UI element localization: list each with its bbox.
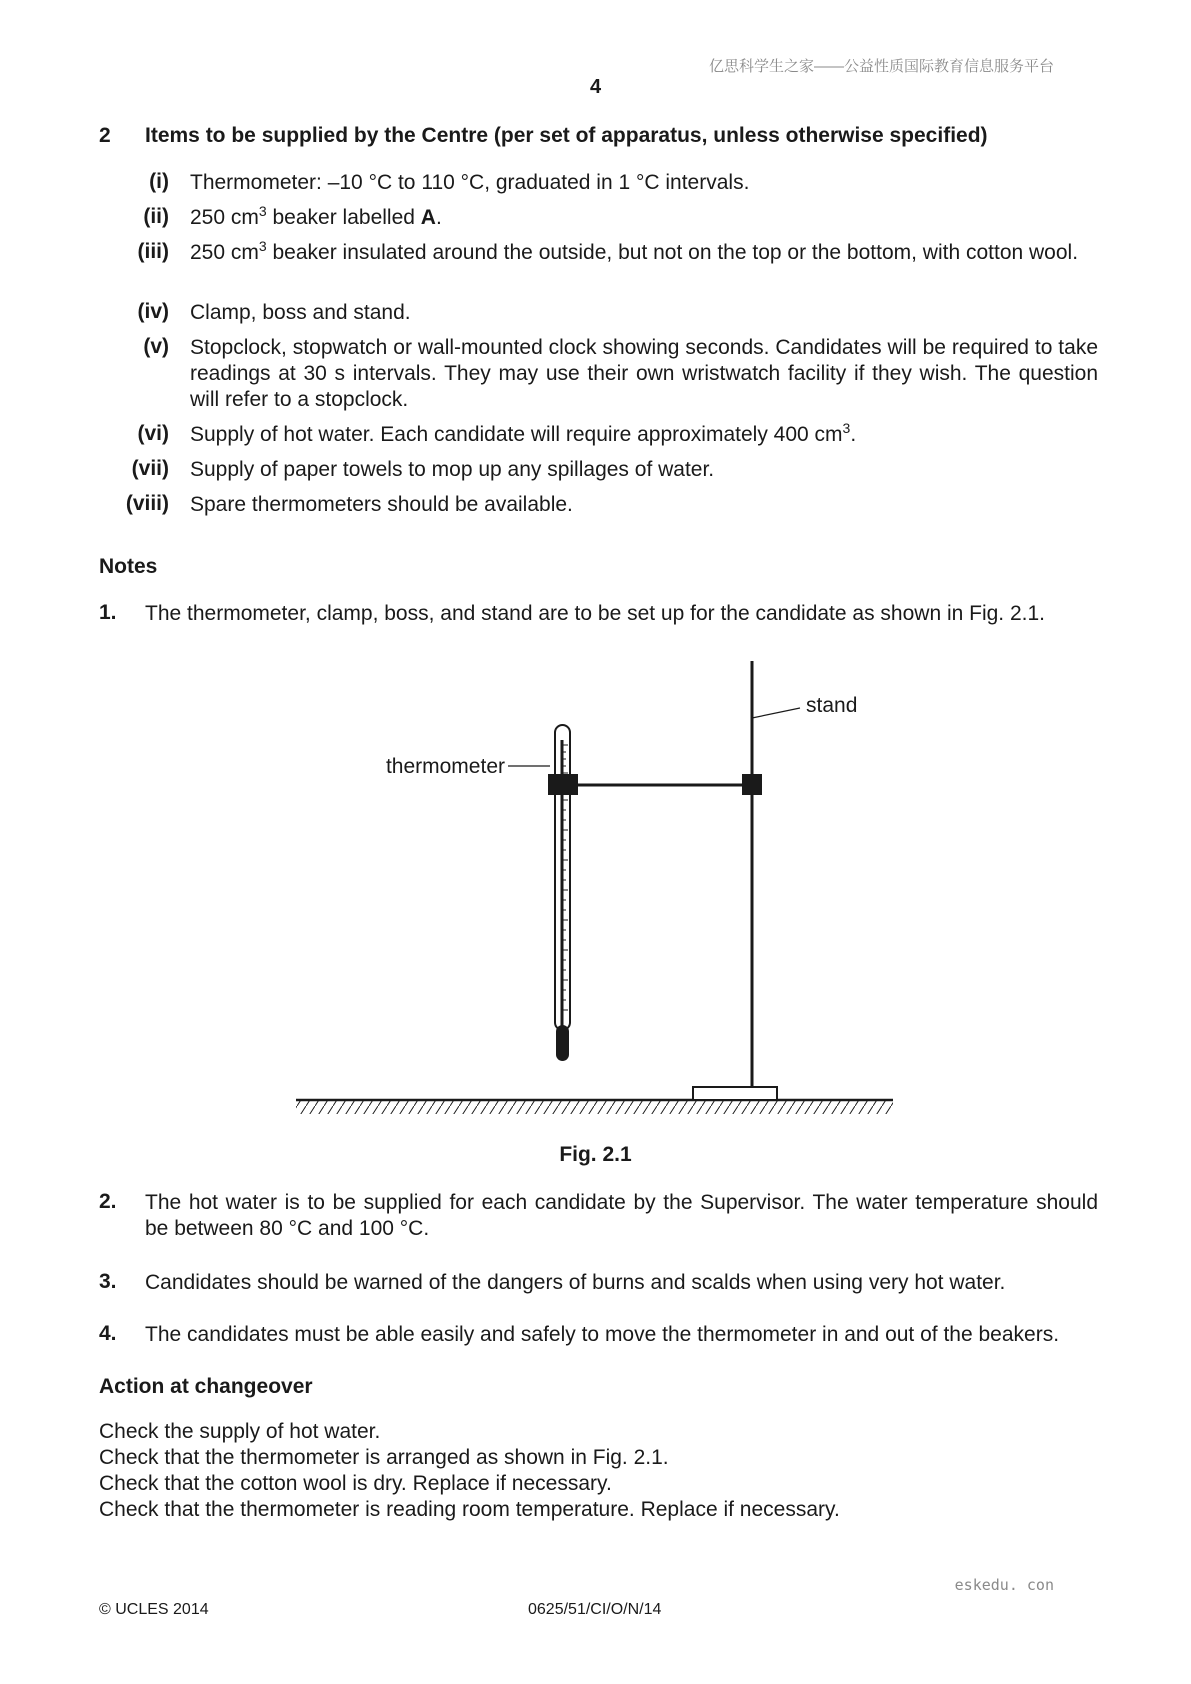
note-number: 2.	[99, 1190, 117, 1213]
thermometer-bulb	[556, 1025, 569, 1061]
item-text: Thermometer: –10 °C to 110 °C, graduated in 1 °C intervals.	[190, 171, 750, 194]
header-watermark: 亿思科学生之家——公益性质国际教育信息服务平台	[708, 58, 1054, 75]
note-number: 1.	[99, 601, 117, 624]
label-stand: stand	[806, 694, 858, 717]
note-number: 3.	[99, 1270, 117, 1293]
item-text-part: 250 cm	[190, 206, 259, 229]
footer-watermark: eskedu. con	[954, 1576, 1054, 1594]
boss	[742, 774, 762, 795]
item-text-part: .	[850, 423, 857, 446]
clamp	[548, 774, 578, 795]
item-text: Supply of paper towels to mop up any spillages of water.	[190, 458, 715, 481]
item-text-part: beaker insulated around the outside, but not on the top or the bottom, with cotton wool.	[266, 241, 1079, 264]
question-number: 2	[99, 124, 111, 147]
item-label: (v)	[143, 335, 169, 358]
note-text: The hot water is to be supplied for each candidate by the Supervisor. The water temperature should be between 80 °C and 100 °C.	[145, 1191, 1098, 1240]
stand-base	[693, 1087, 777, 1100]
item-text-part: Supply of hot water. Each candidate will require approximately 400 cm	[190, 423, 843, 446]
superscript: 3	[258, 203, 267, 219]
item-label: (vi)	[137, 422, 169, 445]
note-number: 4.	[99, 1322, 117, 1345]
item-text: Spare thermometers should be available.	[190, 493, 573, 516]
note-text: The candidates must be able easily and safely to move the thermometer in and out of the beakers.	[145, 1323, 1060, 1346]
item-text-part: .	[435, 206, 442, 229]
item-text: Stopclock, stopwatch or wall-mounted clock showing seconds. Candidates will be required to take readings at 30 s intervals. They may use their own wristwatch facility if they wish. The question will refer to a stopclock.	[190, 336, 1098, 411]
notes-heading: Notes	[99, 555, 158, 578]
item-text: Clamp, boss and stand.	[190, 301, 411, 324]
question-heading: Items to be supplied by the Centre (per set of apparatus, unless otherwise specified)	[145, 124, 988, 147]
item-label: (iv)	[137, 300, 169, 323]
changeover-line: Check that the thermometer is reading room temperature. Replace if necessary.	[99, 1498, 840, 1521]
note-text: Candidates should be warned of the dangers of burns and scalds when using very hot water.	[145, 1271, 1006, 1294]
changeover-line: Check that the cotton wool is dry. Replace if necessary.	[99, 1472, 612, 1495]
changeover-line: Check that the thermometer is arranged as shown in Fig. 2.1.	[99, 1446, 669, 1469]
figure-caption: Fig. 2.1	[559, 1143, 632, 1166]
item-label: (ii)	[143, 205, 169, 228]
changeover-line: Check the supply of hot water.	[99, 1420, 381, 1443]
footer-code: 0625/51/CI/O/N/14	[528, 1601, 662, 1618]
item-label: (vii)	[131, 457, 169, 480]
note-text: The thermometer, clamp, boss, and stand are to be set up for the candidate as shown in Fig. 2.1.	[145, 602, 1046, 625]
item-text-part: beaker labelled	[266, 206, 421, 229]
item-label: (i)	[149, 170, 169, 193]
footer-copyright: © UCLES 2014	[99, 1601, 209, 1618]
page-number: 4	[589, 76, 602, 98]
item-text-part: 250 cm	[190, 241, 259, 264]
stand-leader	[752, 708, 800, 718]
item-label: (viii)	[125, 492, 169, 515]
superscript: 3	[842, 420, 851, 436]
item-label: (iii)	[137, 240, 169, 263]
label-thermometer: thermometer	[385, 755, 505, 778]
superscript: 3	[258, 238, 267, 254]
bench-hatching	[296, 1100, 893, 1114]
item-text-bold: A	[420, 206, 436, 229]
changeover-heading: Action at changeover	[99, 1375, 313, 1398]
